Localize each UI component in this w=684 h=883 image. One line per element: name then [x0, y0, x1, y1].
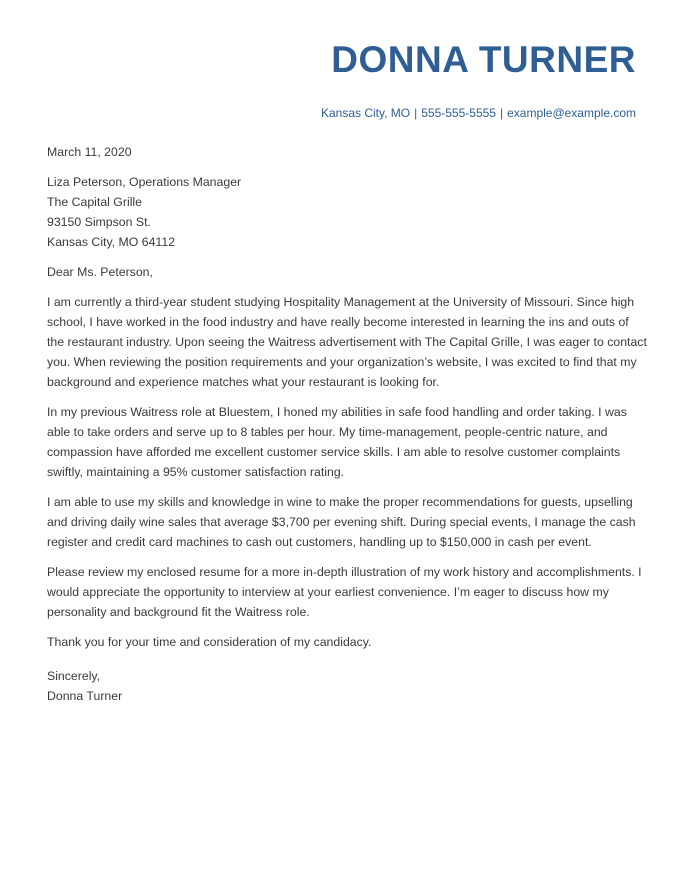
letter-closing: Sincerely, — [47, 669, 101, 683]
contact-separator: | — [499, 106, 504, 120]
contact-email: example@example.com — [507, 106, 636, 120]
letter-greeting: Dear Ms. Peterson, — [47, 265, 153, 279]
applicant-name-heading: DONNA TURNER — [331, 39, 636, 80]
recipient-city-state-zip: Kansas City, MO 64112 — [47, 235, 176, 249]
letter-paragraph-2: In my previous Waitress role at Bluestem, I honed my abilities in safe food handling and order taking. I was able to take orders and serve up to 8 tables per hour. My time-management, people-centric nature, and compassion have afforded me excellent customer service skills. I am able to resolve customer complaints swiftly, maintaining a 95% customer satisfaction rating. — [47, 405, 627, 479]
recipient-company: The Capital Grille — [47, 195, 142, 209]
contact-separator: | — [414, 106, 418, 120]
letter-body — [47, 142, 647, 706]
recipient-street: 93150 Simpson St. — [47, 215, 151, 229]
contact-phone: 555-555-5555 — [421, 106, 496, 120]
letter-date: March 11, 2020 — [47, 145, 132, 159]
contact-line — [321, 106, 636, 120]
letter-paragraph-4: Please review my enclosed resume for a more in-depth illustration of my work history and accomplishments. I would appreciate the opportunity to interview at your earliest convenience. I’m eager to discuss how my personality and background fit the Waitress role. — [47, 565, 642, 619]
letter-thanks: Thank you for your time and consideration of my candidacy. — [47, 635, 372, 649]
recipient-block — [47, 172, 647, 252]
recipient-name-title: Liza Peterson, Operations Manager — [47, 175, 242, 189]
letter-paragraph-3: I am able to use my skills and knowledge in wine to make the proper recommendations for guests, upselling and driving daily wine sales that average $3,700 per evening shift. During special events, I manage the cash register and credit card machines to cash out customers, handling up to $150,000 in cash per event. — [47, 495, 636, 549]
letter-paragraph-1: I am currently a third-year student studying Hospitality Management at the University of Missouri. Since high school, I have worked in the food industry and have really become interested in learning the ins and outs of the restaurant industry. Upon seeing the Waitress advertisement with The Capital Grille, I was eager to contact you. When reviewing the position requirements and your organization’s website, I was excited to find that my background and experience matches what your restaurant is looking for. — [47, 295, 647, 389]
letter-signature: Donna Turner — [47, 689, 123, 703]
contact-city: Kansas City, MO — [320, 106, 411, 120]
